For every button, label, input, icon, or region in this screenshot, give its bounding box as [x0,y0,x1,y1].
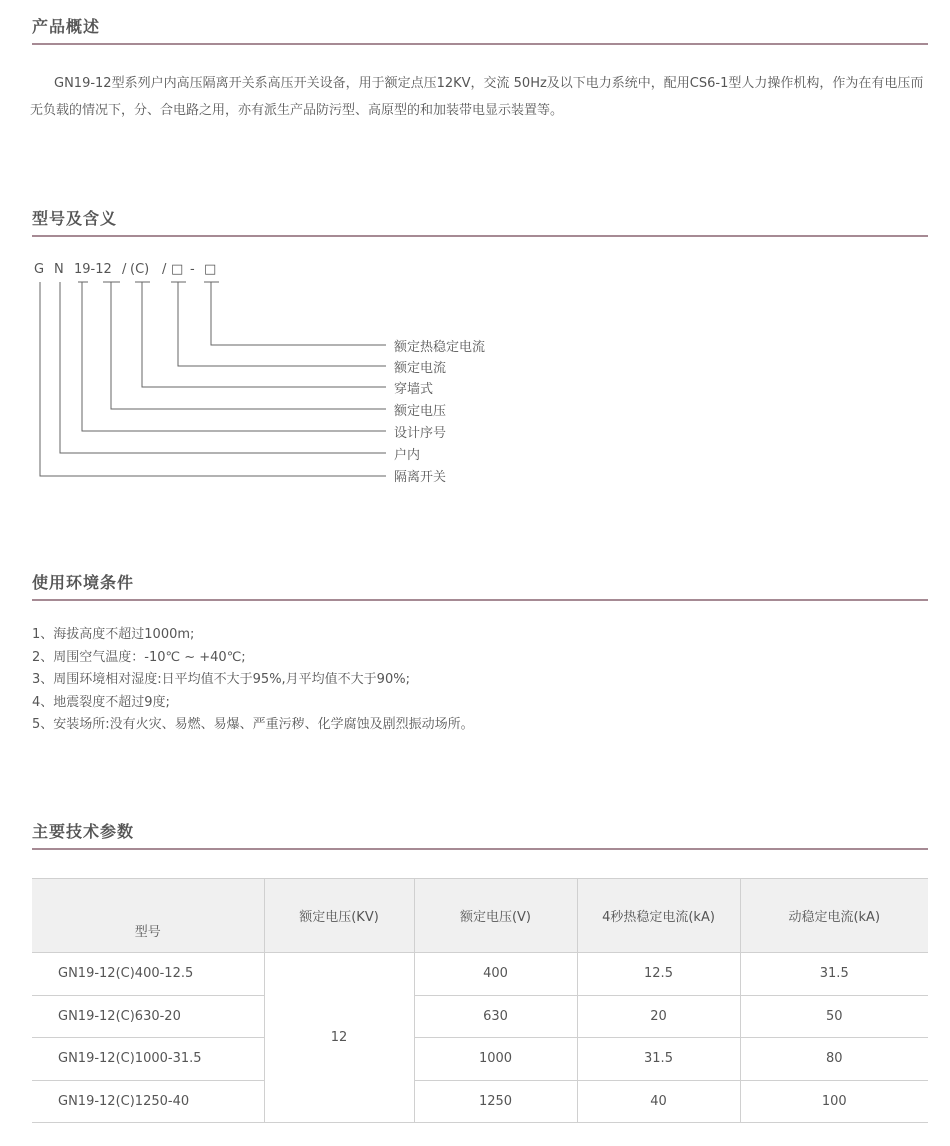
list-item: 4、地震裂度不超过9度; [32,694,170,710]
table-row [32,995,928,1038]
label-thermal-current: 额定热稳定电流 [394,340,486,355]
label-wall-type: 穿墙式 [394,382,434,397]
cell-model: GN19-12(C)630-20 [32,995,264,1038]
code-part-slash-2: / [162,262,167,277]
cell-thermal: 31.5 [577,1038,740,1081]
conditions-list [32,624,474,737]
leader-rated-current [178,282,386,366]
cell-model: GN19-12(C)1000-31.5 [32,1038,264,1081]
section-title-model-meaning: 型号及含义 [32,206,928,237]
code-part-g: G [34,262,45,277]
table-header-row [32,879,928,953]
label-rated-voltage: 额定电压 [394,404,447,419]
cell-current: 400 [414,953,577,996]
code-part-dash: - [190,262,195,277]
header-dynamic-current: 动稳定电流(kA) [740,879,928,953]
leader-isolating-switch [40,282,386,476]
leader-thermal-current [211,282,386,345]
list-item: 2、周围空气温度：-10℃ ~ +40℃; [32,649,246,665]
code-part-box-2: □ [204,262,217,277]
cell-dynamic: 80 [740,1038,928,1081]
overview-paragraph: GN19-12型系列户内高压隔离开关系高压开关设备，用于额定点压12KV，交流 50Hz及以下电力系统中，配用CS6-1型人力操作机构，作为在有电压而无负载的情况下，分、合电路之用，亦有派生产品防污型、高原型的和加装带电显示装置等。 [30,76,924,118]
header-rated-voltage-v: 额定电压(V) [414,879,577,953]
cell-current: 630 [414,995,577,1038]
cell-thermal: 40 [577,1080,740,1123]
section-title-conditions: 使用环境条件 [32,570,928,601]
table-row [32,953,928,996]
params-table [32,878,928,1123]
leader-rated-voltage [111,282,386,409]
label-isolating-switch: 隔离开关 [394,470,447,485]
cell-model: GN19-12(C)1250-40 [32,1080,264,1123]
leader-wall-type [142,282,386,387]
code-part-box-1: □ [171,262,184,277]
cell-dynamic: 100 [740,1080,928,1123]
cell-thermal: 12.5 [577,953,740,996]
cell-dynamic: 31.5 [740,953,928,996]
table-row [32,1080,928,1123]
code-part-c: (C) [130,262,150,277]
list-item: 5、安装场所:没有火灾、易燃、易爆、严重污秽、化学腐蚀及剧烈振动场所。 [32,717,474,732]
label-indoor: 户内 [394,448,421,463]
cell-dynamic: 50 [740,995,928,1038]
list-item: 3、周围环境相对湿度:日平均值不大于95%,月平均值不大于90%; [32,672,410,687]
label-rated-current: 额定电流 [394,361,447,376]
code-part-n: N [54,262,64,277]
cell-current: 1250 [414,1080,577,1123]
leader-indoor [60,282,386,453]
header-model: 型号 [32,879,264,953]
table-row [32,1038,928,1081]
section-title-params: 主要技术参数 [32,819,928,850]
section-title-overview: 产品概述 [32,14,928,45]
label-design-number: 设计序号 [394,426,447,441]
cell-current: 1000 [414,1038,577,1081]
cell-model: GN19-12(C)400-12.5 [32,953,264,996]
header-rated-voltage-kv: 额定电压(KV) [264,879,414,953]
cell-shared-voltage: 12 [264,953,414,1123]
cell-thermal: 20 [577,995,740,1038]
code-part-19-12: 19-12 [74,262,112,277]
code-part-slash-1: / [122,262,127,277]
list-item: 1、海拔高度不超过1000m; [32,627,195,642]
header-thermal-current: 4秒热稳定电流(kA) [577,879,740,953]
leader-design-number [82,282,386,431]
